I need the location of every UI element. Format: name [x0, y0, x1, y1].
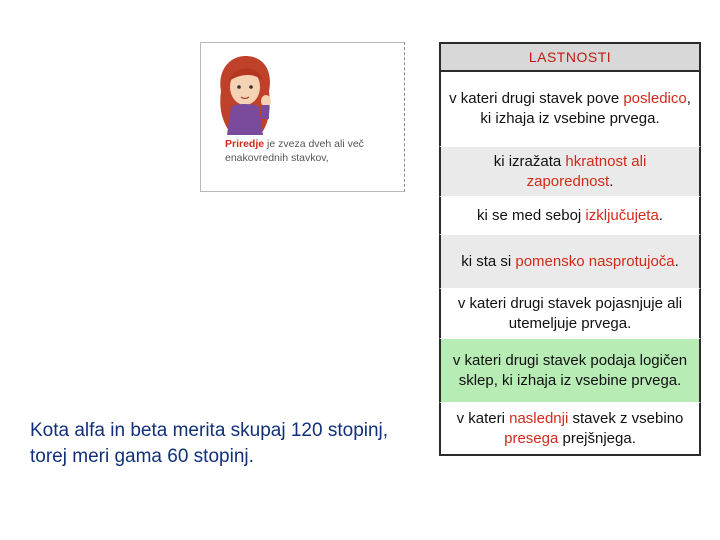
row-text [461, 252, 679, 272]
table-row [439, 402, 701, 456]
girl-illustration-icon [209, 51, 279, 141]
row-keyword: pomensko nasprotujoča [515, 252, 675, 270]
row-text-part: ki se med seboj [477, 206, 586, 224]
example-sentence: Kota alfa in beta merita skupaj 120 stopinj, torej meri gama 60 stopinj. [30, 420, 389, 467]
row-keyword: posledico [623, 90, 687, 107]
row-text [449, 294, 691, 334]
row-text [449, 409, 691, 449]
row-text [449, 89, 691, 129]
card-definition-text [225, 137, 401, 165]
table-row [439, 288, 701, 338]
table-row [439, 146, 701, 196]
table-row [439, 234, 701, 288]
table-header: LASTNOSTI [439, 42, 701, 72]
table-row [439, 196, 701, 234]
row-text [449, 152, 691, 192]
row-text-part: . [674, 252, 679, 270]
table-row [439, 338, 701, 402]
row-text [477, 206, 663, 226]
row-text [449, 351, 691, 391]
row-text-part: v kateri [456, 409, 510, 427]
row-text-part: . [658, 206, 663, 224]
row-keyword: hkratnost ali zaporednost [526, 152, 647, 190]
row-text-part: v kateri drugi stavek pove [449, 90, 624, 107]
row-text-part: . [609, 172, 614, 190]
row-keyword: naslednji [509, 409, 569, 427]
row-text-part: prejšnjega. [558, 429, 636, 447]
row-text-part: stavek z vsebino [568, 409, 684, 427]
row-text-part: v kateri drugi stavek pojasnjuje ali utemeljuje prvega. [457, 294, 683, 332]
character-card [200, 42, 405, 192]
row-text-part: ki izražata [493, 152, 566, 170]
row-keyword: izključujeta [585, 206, 659, 224]
card-definition: je zveza dveh ali več enakovrednih stavkov, [225, 138, 364, 164]
table-row [439, 72, 701, 146]
properties-table [439, 42, 701, 456]
row-text-part: ki sta si [461, 252, 516, 270]
row-keyword: presega [504, 429, 559, 447]
row-text-part: , ki izhaja iz vsebine prvega. [480, 90, 691, 127]
row-text-part: v kateri drugi stavek podaja logičen sklep, ki izhaja iz vsebine prvega. [452, 351, 688, 389]
card-keyword: Priredje [225, 138, 265, 150]
